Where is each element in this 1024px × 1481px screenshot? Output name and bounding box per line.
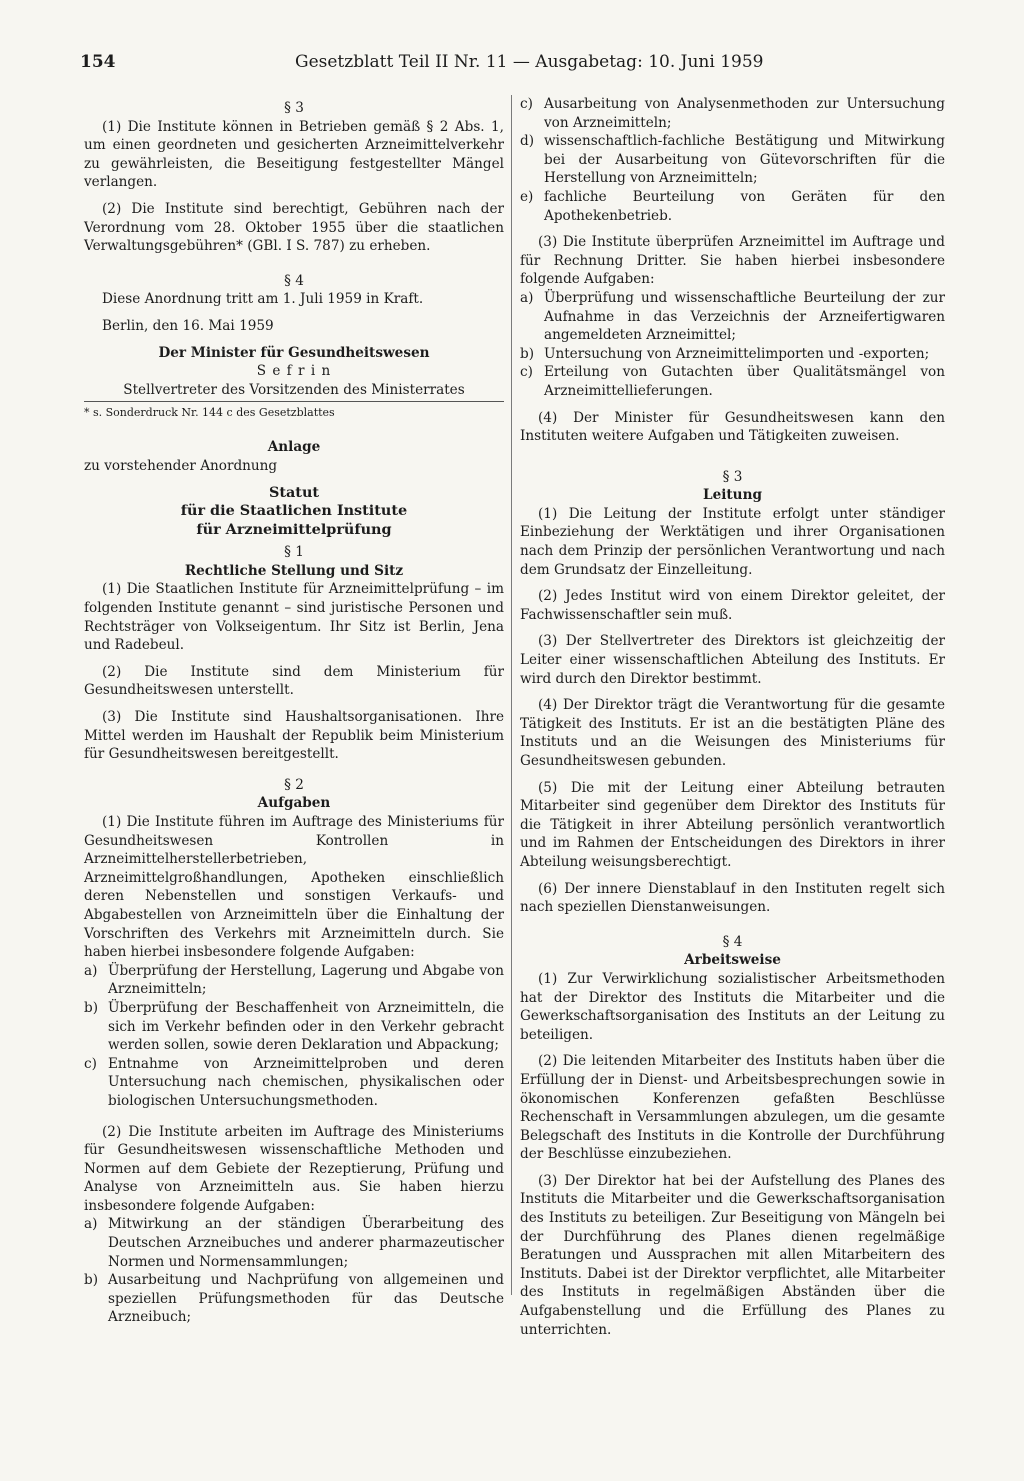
paragraph: (1) Zur Verwirklichung sozialistischer Arbeitsmethoden hat der Direktor des Instituts die Mitarbeiter und die Gewerkschaftsorganisation des Instituts an der Leitung zu beteiligen. (520, 970, 945, 1043)
list-item-text: Überprüfung und wissenschaftliche Beurteilung der zur Aufnahme in das Verzeichnis der Arzneifertigwaren angemeldeten Arzneimittel; (544, 289, 945, 344)
paragraph: (3) Der Direktor hat bei der Aufstellung des Planes des Instituts die Mitarbeiter und die Gewerkschaftsorganisation des Instituts zu beteiligen. Zur Beseitigung von Mängeln bei der Durchführung des Planes dienen regelmäßige Beratungen und Aussprachen mit allen Mitarbeitern des Instituts. Dabei ist der Direktor verpflichtet, alle Mitarbeiter des Instituts in regelmäßigen Abständen über die Aufgabenstellung und die Erfüllung des Planes zu unterrichten. (520, 1172, 945, 1338)
minister-title: Der Minister für Gesundheitswesen (158, 344, 430, 361)
page-number: 154 (80, 52, 116, 72)
list-item-text: Entnahme von Arzneimittelproben und deren Untersuchung nach chemischen, physikalischen oder biologischen Untersuchungsmethoden. (108, 1055, 504, 1109)
list-item-label: b) (84, 999, 99, 1016)
footnote: * s. Sonderdruck Nr. 144 c des Gesetzblattes (84, 401, 504, 420)
paragraph: (2) Die leitenden Mitarbeiter des Instituts haben über die Erfüllung der in Dienst- und Arbeitsbesprechungen sowie in ökonomischen Konferenzen gefaßten Beschlüsse Rechenschaft in Versammlungen abzulegen, um die gesamte Belegschaft des Instituts in die Kontrolle der Durchführung der Beschlüsse einzubeziehen. (520, 1053, 945, 1163)
list-item-label: b) (520, 345, 535, 362)
section-title: Aufgaben (257, 795, 331, 812)
enumerated-list (84, 1215, 504, 1327)
paragraph: (2) Die Institute arbeiten im Auftrage des Ministeriums für Gesundheitswesen wissenschaftliche Methoden und Normen auf dem Gebiete der Rezeptierung, Prüfung und Analyse von Arzneimitteln aus. Sie haben hierzu insbesondere folgende Aufgaben: (84, 1123, 504, 1214)
section-title: Leitung (703, 487, 762, 504)
section-heading: § 4 (722, 933, 743, 950)
paragraph: (1) Die Leitung der Institute erfolgt unter ständiger Einbeziehung der Werktätigen und ihrer Organisationen nach dem Prinzip der persönlichen Verantwortung und nach dem Grundsatz der Einzelleitung. (520, 505, 945, 578)
paragraph: (5) Die mit der Leitung einer Abteilung betrauten Mitarbeiter sind gegenüber dem Direktor des Instituts für die Tätigkeit in ihrer Abteilung persönlich verantwortlich und im Rahmen der Entscheidungen des Direktors in ihrer Abteilung weisungsberechtigt. (520, 779, 945, 870)
list-item-text: Überprüfung der Herstellung, Lagerung und Abgabe von Arzneimitteln; (108, 962, 504, 998)
list-item-label: a) (520, 289, 534, 306)
list-item (520, 132, 945, 188)
statute-title: für die Staatlichen Institute (180, 502, 408, 520)
paragraph: (1) Die Institute führen im Auftrage des Ministeriums für Gesundheitswesen Kontrollen in Arzneimittelherstellerbetrieben, Arzneimittelgroßhandlungen, Apotheken einschließlich deren Nebenstellen und sonstigen Verkaufs- und Abgabestellen von Arzneimitteln über die Einhaltung der Vorschriften des Verkehrs mit Arzneimitteln durch. Sie haben hierbei insbesondere folgende Aufgaben: (84, 814, 504, 961)
list-item-label: a) (84, 1216, 98, 1233)
list-item-text: fachliche Beurteilung von Geräten für den Apothekenbetrieb. (544, 188, 945, 224)
list-item-label: c) (520, 364, 533, 381)
column-divider (511, 95, 512, 1295)
paragraph: (3) Die Institute sind Haushaltsorganisationen. Ihre Mittel werden im Haushalt der Republik beim Ministerium für Gesundheitswesen bereitgestellt. (84, 709, 504, 763)
list-item (84, 1215, 504, 1271)
enumerated-list (520, 289, 945, 401)
page-header (80, 52, 952, 82)
annex-heading: Anlage (267, 439, 321, 456)
running-title: Gesetzblatt Teil II Nr. 11 — Ausgabetag: 10. Juni 1959 (295, 52, 764, 72)
place-date: Berlin, den 16. Mai 1959 (102, 317, 274, 334)
left-column (84, 95, 504, 1327)
paragraph: (4) Der Minister für Gesundheitswesen kann den Instituten weitere Aufgaben und Tätigkeiten zuweisen. (520, 409, 945, 445)
statute-title: für Arzneimittelprüfung (196, 520, 392, 538)
list-item-text: Überprüfung der Beschaffenheit von Arzneimitteln, die sich im Verkehr befinden oder in den Verkehr gebracht werden sollen, sowie deren Deklaration und Abpackung; (108, 999, 504, 1054)
list-item-label: e) (520, 188, 534, 205)
list-item-label: a) (84, 962, 98, 979)
list-item (84, 962, 504, 999)
signer-name: S e f r i n (256, 363, 332, 380)
list-item-text: Ausarbeitung und Nachprüfung von allgemeinen und speziellen Prüfungsmethoden für das Deutsche Arzneibuch; (108, 1272, 504, 1326)
list-item-label: b) (84, 1272, 99, 1289)
list-item (520, 345, 945, 364)
list-item-text: wissenschaftlich-fachliche Bestätigung und Mitwirkung bei der Ausarbeitung von Gütevorschriften für die Herstellung von Arzneimitteln; (544, 133, 945, 187)
paragraph: Diese Anordnung tritt am 1. Juli 1959 in Kraft. (102, 291, 424, 308)
paragraph: (1) Die Institute können in Betrieben gemäß § 2 Abs. 1, um einen geordneten und gesicherten Arzneimittelverkehr zu gewährleisten, die Beseitigung festgestellter Mängel verlangen. (84, 118, 504, 191)
paragraph: (2) Die Institute sind dem Ministerium für Gesundheitswesen unterstellt. (84, 663, 504, 699)
paragraph: (4) Der Direktor trägt die Verantwortung für die gesamte Tätigkeit des Instituts. Er ist an die bestätigten Pläne des Instituts und an die Weisungen des Ministeriums für Gesundheitswesen gebunden. (520, 697, 945, 769)
list-item-text: Ausarbeitung von Analysenmethoden zur Untersuchung von Arzneimitteln; (544, 96, 945, 131)
section-heading: § 1 (284, 544, 304, 561)
list-item-label: d) (520, 133, 535, 150)
annex-subheading: zu vorstehender Anordnung (84, 457, 278, 474)
section-title: Arbeitsweise (684, 952, 781, 969)
list-item (520, 188, 945, 225)
list-item-label: c) (520, 96, 533, 112)
list-item (84, 1055, 504, 1111)
list-item (520, 95, 945, 132)
paragraph: (3) Die Institute überprüfen Arzneimittel im Auftrage und für Rechnung Dritter. Sie haben hierbei insbesondere folgende Aufgaben: (520, 234, 945, 288)
paragraph: (1) Die Staatlichen Institute für Arzneimittelprüfung – im folgenden Institute genannt – sind juristische Personen und Rechtsträger von Volkseigentum. Ihr Sitz ist Berlin, Jena und Radebeul. (84, 581, 504, 654)
section-heading: § 4 (284, 272, 304, 289)
list-item-label: c) (84, 1055, 97, 1072)
section-heading: § 3 (284, 100, 304, 116)
list-item (520, 289, 945, 345)
enumerated-list (520, 95, 945, 225)
list-item-text: Erteilung von Gutachten über Qualitätsmängel von Arzneimittellieferungen. (544, 364, 945, 399)
statute-title: Statut (268, 483, 320, 501)
enumerated-list (84, 962, 504, 1111)
list-item (84, 999, 504, 1055)
section-heading: § 3 (722, 468, 743, 485)
section-title: Rechtliche Stellung und Sitz (184, 562, 404, 579)
list-item-text: Untersuchung von Arzneimittelimporten und -exporten; (544, 345, 930, 362)
list-item-text: Mitwirkung an der ständigen Überarbeitung des Deutschen Arzneibuches und anderer pharmazeutischer Normen und Normensammlungen; (108, 1216, 504, 1270)
paragraph: (3) Der Stellvertreter des Direktors ist gleichzeitig der Leiter einer wissenschaftlichen Abteilung des Instituts. Er wird durch den Direktor bestimmt. (520, 633, 945, 687)
list-item (84, 1271, 504, 1327)
right-column (520, 95, 945, 1339)
paragraph: (6) Der innere Dienstablauf in den Instituten regelt sich nach speziellen Dienstanweisungen. (520, 880, 945, 916)
signer-role: Stellvertreter des Vorsitzenden des Ministerrates (123, 381, 465, 398)
paragraph: (2) Die Institute sind berechtigt, Gebühren nach der Verordnung vom 28. Oktober 1955 über die staatlichen Verwaltungsgebühren* (GBl. I S. 787) zu erheben. (84, 200, 504, 255)
paragraph: (2) Jedes Institut wird von einem Direktor geleitet, der Fachwissenschaftler sein muß. (520, 588, 945, 623)
list-item (520, 363, 945, 400)
section-heading: § 2 (284, 776, 304, 793)
